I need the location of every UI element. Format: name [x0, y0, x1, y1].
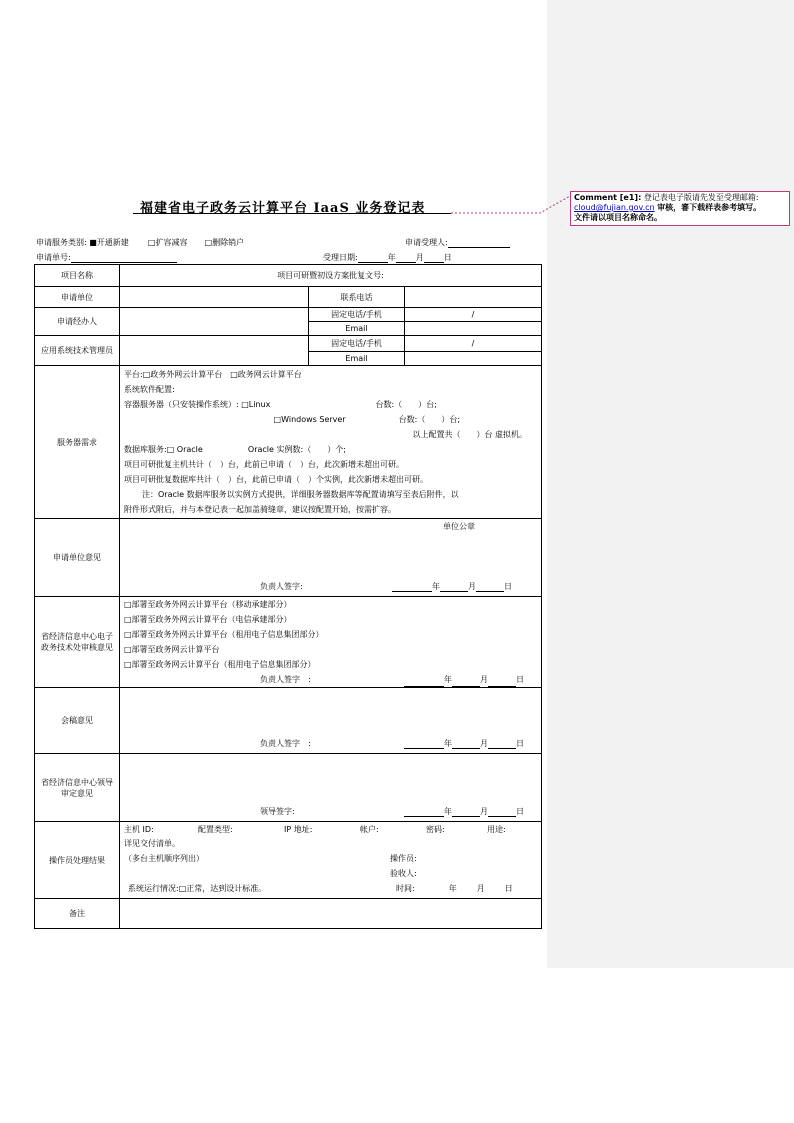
server-demand-label: 服务器需求 [35, 366, 120, 519]
comment-author: Comment [e1]: [574, 193, 642, 202]
usage-field[interactable]: 用途: [487, 825, 506, 834]
applicant-unit-input[interactable] [120, 287, 309, 308]
delivery-note: 详见交付清单。 [124, 839, 180, 848]
center-sign-line [124, 672, 537, 687]
month-label: 月 [480, 675, 488, 684]
windows-count[interactable]: 台数:（ ）台; [398, 415, 461, 424]
table-row [35, 336, 542, 352]
review-comment[interactable] [570, 191, 790, 226]
table-row [35, 822, 542, 899]
admin-email-input[interactable] [405, 352, 542, 366]
month-label: 月 [480, 807, 488, 816]
sys-config-label: 系统软件配置: [124, 385, 175, 394]
year-label: 年 [387, 253, 396, 262]
admin-phone-label: 固定电话/手机 [309, 336, 405, 352]
unit-opinion-label: 申请单位意见 [35, 519, 120, 597]
windows-checkbox[interactable]: □Windows Server [273, 415, 346, 424]
account-field[interactable]: 帐户: [360, 825, 379, 834]
title-underline [133, 213, 451, 214]
year-blank[interactable] [358, 253, 388, 263]
table-row [35, 308, 542, 322]
approval-doc-label: 项目可研暨初设方案批复文号: [277, 271, 384, 280]
year-label: 年 [444, 807, 452, 816]
db-line [124, 442, 537, 457]
year-label: 年 [432, 582, 440, 591]
meeting-sign-label: 负责人签字 : [260, 739, 311, 748]
form-title: 福建省电子政务云计算平台 IaaS 业务登记表 [140, 201, 426, 216]
approved-hosts[interactable]: 项目可研批复主机共计（ ）台，此前已申请（ ）台，此次新增未超出可研。 [124, 460, 404, 469]
oracle-instances[interactable]: Oracle 实例数:（ ）个; [247, 445, 346, 454]
agent-phone-label: 固定电话/手机 [309, 308, 405, 322]
option-new[interactable]: ■开通新建 [89, 238, 129, 247]
leader-sign-label: 领导签字: [260, 807, 295, 816]
accept-date-label: 受理日期: [323, 253, 358, 262]
day-label: 日 [443, 253, 452, 262]
table-row [35, 688, 542, 754]
option-delete[interactable]: □删除销户 [204, 238, 245, 247]
config-type-field[interactable]: 配置类型: [198, 825, 233, 834]
status-checkbox[interactable]: 系统运行情况:□正常，达到设计标准。 [128, 884, 267, 893]
unit-seal-label: 单位公章 [443, 522, 475, 531]
table-row [35, 754, 542, 822]
linux-checkbox[interactable]: □Linux [241, 400, 271, 409]
agent-email-input[interactable] [405, 322, 542, 336]
note-line-1: 注：Oracle 数据库服务以实例方式提供，详细服务器数据库等配置请填写至表后附件，以 [142, 490, 459, 499]
contact-phone-input[interactable] [405, 287, 542, 308]
deploy-option-2[interactable]: □部署至政务外网云计算平台（电信承建部分） [124, 615, 292, 624]
deploy-option-3[interactable]: □部署至政务外网云计算平台（租用电子信息集团部分） [124, 630, 324, 639]
comment-text-b: 审核，審下载样表参考填写。 [657, 203, 762, 212]
operator-result-cell [120, 822, 542, 899]
operator-field[interactable]: 操作员: [390, 854, 417, 863]
table-row [35, 287, 542, 308]
day-blank[interactable] [424, 253, 444, 263]
unit-sign-label: 负责人签字: [260, 582, 303, 591]
meeting-opinion-label: 会稿意见 [35, 688, 120, 754]
tech-admin-input[interactable] [120, 336, 309, 366]
table-row [35, 265, 542, 287]
year-label: 年 [444, 675, 452, 684]
linux-count[interactable]: 台数:（ ）台; [375, 400, 437, 409]
time-field[interactable] [396, 883, 513, 894]
comment-text-a: 登记表电子版请先发至受理邮箱: [643, 193, 759, 202]
year-label: 年 [448, 884, 457, 893]
deploy-option-5[interactable]: □部署至政务网云计算平台（租用电子信息集团部分） [124, 660, 316, 669]
comment-email-link[interactable]: cloud@fujian.gov.cn [574, 203, 655, 212]
approved-db[interactable]: 项目可研批复数据库共计（ ）台，此前已申请（ ）个实例，此次新增未超出可研。 [124, 475, 428, 484]
agent-phone-input[interactable]: / [405, 308, 542, 322]
deploy-option-4[interactable]: □部署至政务网云计算平台 [124, 645, 220, 654]
month-label: 月 [476, 884, 485, 893]
day-label: 日 [504, 582, 512, 591]
center-date[interactable] [404, 672, 524, 687]
option-expand[interactable]: □扩容减容 [147, 238, 188, 247]
comment-pane [547, 0, 794, 968]
note-line-2: 附件形式附后，并与本登记表一起加盖骑缝章，建议按配置开始，按需扩容。 [124, 505, 396, 514]
leader-date[interactable] [404, 806, 524, 817]
approval-doc-cell[interactable] [120, 265, 542, 287]
day-label: 日 [516, 739, 524, 748]
comment-text-c: 文件请以项目名称命名。 [574, 213, 662, 222]
month-label: 月 [468, 582, 476, 591]
form-no-blank[interactable] [71, 253, 177, 263]
remarks-label: 备注 [35, 899, 120, 929]
month-blank[interactable] [396, 253, 416, 263]
agent-email-label: Email [309, 322, 405, 336]
remarks-input[interactable] [120, 899, 542, 929]
server-demand-cell [120, 366, 542, 519]
tech-admin-label: 应用系统技术管理员 [35, 336, 120, 366]
day-label: 日 [516, 675, 524, 684]
agent-label: 申请经办人 [35, 308, 120, 336]
applicant-field [405, 238, 510, 248]
admin-email-label: Email [309, 352, 405, 366]
service-type-row [36, 238, 244, 248]
host-id-field[interactable]: 主机 ID: [124, 825, 154, 834]
table-row [35, 899, 542, 929]
leader-review-cell[interactable] [120, 754, 542, 822]
unit-opinion-cell[interactable] [120, 519, 542, 597]
admin-phone-input[interactable]: / [405, 336, 542, 352]
agent-input[interactable] [120, 308, 309, 336]
day-label: 日 [516, 807, 524, 816]
registration-table [34, 264, 542, 929]
table-row [35, 597, 542, 688]
windows-line [124, 412, 537, 427]
password-field[interactable]: 密码: [426, 825, 445, 834]
table-row [35, 366, 542, 519]
vm-label: 容器服务器（只安装操作系统）: [124, 400, 239, 409]
accept-date-field [323, 253, 452, 263]
contact-phone-label: 联系电话 [309, 287, 405, 308]
day-label: 日 [504, 884, 513, 893]
service-type-label: 申请服务类别: [36, 238, 87, 247]
vm-line [124, 397, 537, 412]
form-no-field [36, 253, 177, 263]
table-row [35, 519, 542, 597]
multi-host-note: （多台主机顺序列出） [124, 854, 204, 863]
operator-result-label: 操作员处理结果 [35, 822, 120, 899]
meeting-opinion-cell[interactable] [120, 688, 542, 754]
center-review-label: 省经济信息中心电子政务技术处审核意见 [35, 597, 120, 688]
applicant-label: 申请受理人: [405, 238, 448, 247]
month-label: 月 [415, 253, 424, 262]
time-label: 时间: [396, 884, 415, 893]
center-sign-label: 负责人签字 : [260, 675, 311, 684]
vm-total[interactable]: 以上配置共（ ）台 虚拟机。 [412, 430, 528, 439]
applicant-blank[interactable] [448, 238, 510, 248]
unit-date[interactable] [392, 581, 512, 592]
deploy-option-1[interactable]: □部署至政务外网云计算平台（移动承建部分） [124, 600, 292, 609]
year-label: 年 [444, 739, 452, 748]
checker-field[interactable]: 验收人: [390, 869, 417, 878]
center-review-cell [120, 597, 542, 688]
leader-review-label: 省经济信息中心领导审定意见 [35, 754, 120, 822]
ip-field[interactable]: IP 地址: [284, 825, 313, 834]
month-label: 月 [480, 739, 488, 748]
applicant-unit-label: 申请单位 [35, 287, 120, 308]
meeting-date[interactable] [404, 738, 524, 749]
db-checkbox[interactable]: 数据库服务:□ Oracle [124, 445, 203, 454]
platform-options[interactable]: 平台:□政务外网云计算平台 □政务网云计算平台 [124, 370, 302, 379]
project-name-label: 项目名称 [35, 265, 120, 287]
form-no-label: 申请单号: [36, 253, 71, 262]
